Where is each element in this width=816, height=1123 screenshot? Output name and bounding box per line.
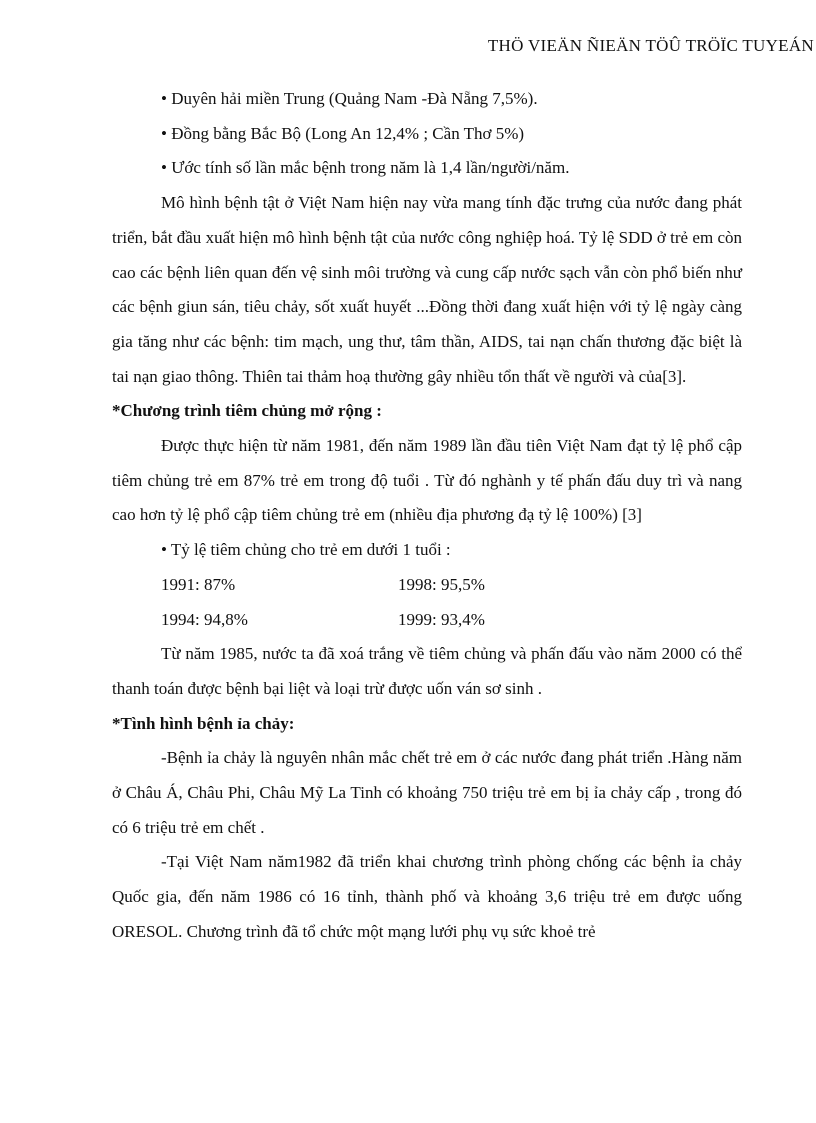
- rate-1999: 1999: 93,4%: [398, 609, 485, 629]
- paragraph-diarrhea-world: -Bệnh ỉa chảy là nguyên nhân mắc chết trẻ em ở các nước đang phát triển .Hàng năm ở Châu Á, Châu Phi, Châu Mỹ La Tinh có khoảng 750 triệu trẻ em bị ỉa chảy cấp , trong đó có 6 triệu trẻ em chết .: [112, 748, 742, 837]
- rate-row: [112, 568, 742, 603]
- rate-1998: 1998: 95,5%: [398, 574, 485, 594]
- rate-row: [112, 603, 742, 638]
- bullet-immunization-rate: • Tỷ lệ tiêm chủng cho trẻ em dưới 1 tuổi :: [161, 540, 451, 560]
- bullet-north-delta: • Đồng bằng Bắc Bộ (Long An 12,4% ; Cần Thơ 5%): [161, 123, 525, 143]
- heading-diarrhea: *Tình hình bệnh ỉa chảy:: [112, 713, 295, 733]
- paragraph-disease-model: Mô hình bệnh tật ở Việt Nam hiện nay vừa mang tính đặc trưng của nước đang phát triển, bắt đầu xuất hiện mô hình bệnh tật của nước công nghiệp hoá. Tỷ lệ SDD ở trẻ em còn cao các bệnh liên quan đến vệ sinh môi trường và cung cấp nước sạch vẫn còn phổ biến như các bệnh giun sán, tiêu chảy, sốt xuất huyết ...Đồng thời đang xuất hiện với tỷ lệ ngày càng gia tăng như các bệnh: tim mạch, ung thư, tâm thần, AIDS, tai nạn chấn thương đặc biệt là tai nạn giao thông. Thiên tai thảm hoạ thường gây nhiều tổn thất về người và của[3].: [112, 193, 742, 386]
- paragraph-eradication: Từ năm 1985, nước ta đã xoá trắng về tiêm chủng và phấn đấu vào năm 2000 có thể thanh toán được bệnh bại liệt và loại trừ được uốn ván sơ sinh .: [112, 644, 742, 698]
- bullet-incidence: • Ước tính số lần mắc bệnh trong năm là 1,4 lần/người/năm.: [161, 158, 570, 178]
- heading-immunization: *Chương trình tiêm chủng mở rộng :: [112, 401, 382, 421]
- rate-1991: 1991: 87%: [161, 574, 236, 594]
- rate-1994: 1994: 94,8%: [161, 609, 248, 629]
- page-header: THÖ VIEÄN ÑIEÄN TÖÛ TRÖÏC TUYEÁN: [487, 36, 814, 55]
- bullet-central-coast: • Duyên hải miền Trung (Quảng Nam -Đà Nẵng 7,5%).: [161, 89, 538, 108]
- paragraph-immunization: Được thực hiện từ năm 1981, đến năm 1989 lần đầu tiên Việt Nam đạt tỷ lệ phổ cập tiêm chủng trẻ em 87% trẻ em trong độ tuổi . Từ đó nghành y tế phấn đấu duy trì và nang cao hơn tỷ lệ phổ cập tiêm chủng trẻ em (nhiều địa phương đạ tỷ lệ 100%) [3]: [112, 436, 742, 525]
- document-body: [112, 82, 742, 950]
- paragraph-diarrhea-vietnam: -Tại Việt Nam năm1982 đã triển khai chương trình phòng chống các bệnh ỉa chảy Quốc gia, đến năm 1986 có 16 tỉnh, thành phố và khoảng 3,6 triệu trẻ em được uống ORESOL. Chương trình đã tổ chức một mạng lưới phụ vụ sức khoẻ trẻ: [112, 852, 742, 941]
